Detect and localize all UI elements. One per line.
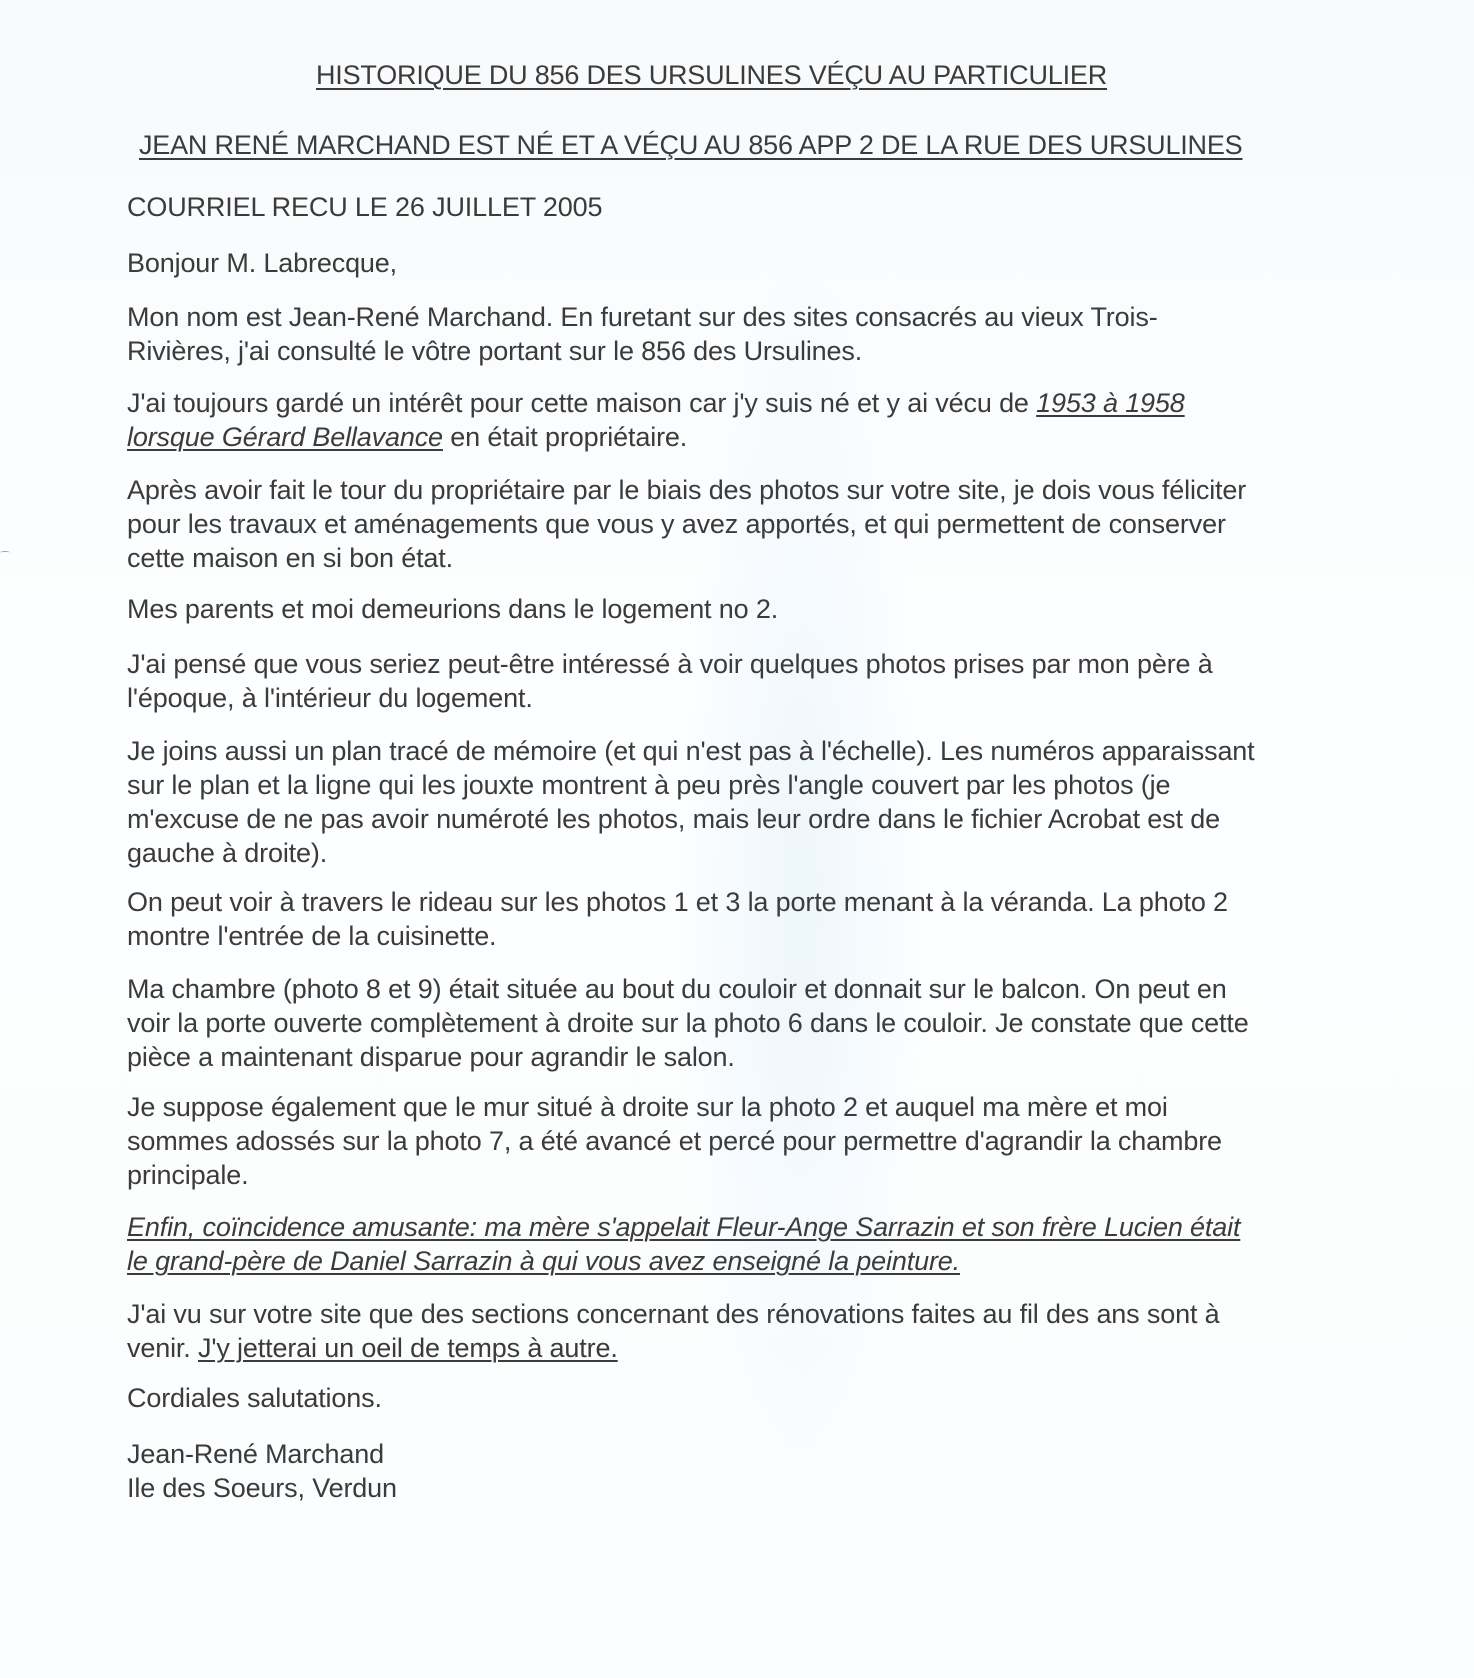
paragraph-line: cette maison en si bon état. (127, 543, 453, 573)
paragraph-line: J'ai pensé que vous seriez peut-être intéressé à voir quelques photos prises par mon père à (127, 649, 1213, 679)
paragraph-line: Rivières, j'ai consulté le vôtre portant sur le 856 des Ursulines. (127, 336, 863, 366)
text-span: venir. (127, 1333, 198, 1363)
scan-margin-mark (0, 551, 10, 554)
paragraph-line: Mes parents et moi demeurions dans le logement no 2. (127, 594, 779, 624)
emphasized-years: 1953 à 1958 (1036, 388, 1185, 418)
paragraph-intro (127, 300, 1427, 368)
document-title: HISTORIQUE DU 856 DES URSULINES VÉÇU AU PARTICULIER (316, 60, 1108, 90)
paragraph-bedroom (127, 972, 1427, 1074)
signature-name: Jean-René Marchand (127, 1439, 384, 1469)
paragraph-interest (127, 386, 1427, 454)
paragraph-line: J'ai vu sur votre site que des sections concernant des rénovations faites au fil des ans sont à (127, 1299, 1220, 1329)
text-span: en était propriétaire. (442, 422, 688, 452)
underlined-text: J'y jetterai un oeil de temps à autre. (198, 1333, 618, 1363)
paragraph-line: gauche à droite). (127, 838, 328, 868)
emphasized-owner: lorsque Gérard Bellavance (127, 422, 443, 452)
paragraph-line: Ma chambre (photo 8 et 9) était située au bout du couloir et donnait sur le balcon. On peut en (127, 974, 1227, 1004)
paragraph-line: sur le plan et la ligne qui les jouxte montrent à peu près l'angle couvert par les photos (je (127, 770, 1171, 800)
paragraph-line: montre l'entrée de la cuisinette. (127, 921, 497, 951)
paragraph-renovations (127, 1297, 1427, 1365)
received-date-line: COURRIEL RECU LE 26 JUILLET 2005 (127, 192, 603, 222)
paragraph-line: Je joins aussi un plan tracé de mémoire (et qui n'est pas à l'échelle). Les numéros apparaissant (127, 736, 1255, 766)
paragraph-wall (127, 1090, 1427, 1192)
paragraph-congratulations (127, 473, 1427, 575)
paragraph-line: pour les travaux et aménagements que vous y avez apportés, et qui permettent de conserver (127, 509, 1226, 539)
paragraph-line: On peut voir à travers le rideau sur les photos 1 et 3 la porte menant à la véranda. La photo 2 (127, 887, 1228, 917)
paragraph-line: le grand-père de Daniel Sarrazin à qui vous avez enseigné la peinture. (127, 1246, 961, 1276)
paragraph-line: Après avoir fait le tour du propriétaire par le biais des photos sur votre site, je dois vous féliciter (127, 475, 1247, 505)
paragraph-line: Mon nom est Jean-René Marchand. En furetant sur des sites consacrés au vieux Trois- (127, 302, 1158, 332)
paragraph-coincidence (127, 1210, 1427, 1278)
paragraph-line (127, 1331, 1427, 1365)
document-subtitle: JEAN RENÉ MARCHAND EST NÉ ET A VÉÇU AU 856 APP 2 DE LA RUE DES URSULINES (139, 130, 1243, 160)
paragraph-line: Je suppose également que le mur situé à droite sur la photo 2 et auquel ma mère et moi (127, 1092, 1168, 1122)
paragraph-plan (127, 734, 1427, 870)
paragraph-photos (127, 647, 1427, 715)
paragraph-line: m'excuse de ne pas avoir numéroté les photos, mais leur ordre dans le fichier Acrobat est de (127, 804, 1220, 834)
paragraph-line: principale. (127, 1160, 249, 1190)
paragraph-veranda (127, 885, 1427, 953)
paragraph-line: Enfin, coïncidence amusante: ma mère s'appelait Fleur-Ange Sarrazin et son frère Lucien était (127, 1212, 1241, 1242)
paragraph-line: l'époque, à l'intérieur du logement. (127, 683, 533, 713)
paragraph-line (127, 420, 1427, 454)
paragraph-line: voir la porte ouverte complètement à droite sur la photo 6 dans le couloir. Je constate que cette (127, 1008, 1249, 1038)
paragraph-residence (127, 592, 1427, 626)
paragraph-line (127, 386, 1427, 420)
paragraph-line: pièce a maintenant disparue pour agrandir le salon. (127, 1042, 735, 1072)
signature-location: Ile des Soeurs, Verdun (127, 1473, 397, 1503)
paragraph-line: sommes adossés sur la photo 7, a été avancé et percé pour permettre d'agrandir la chambre (127, 1126, 1222, 1156)
closing: Cordiales salutations. (127, 1383, 382, 1413)
signature-block (127, 1437, 1427, 1505)
salutation: Bonjour M. Labrecque, (127, 248, 398, 278)
text-span: J'ai toujours gardé un intérêt pour cette maison car j'y suis né et y ai vécu de (127, 388, 1037, 418)
